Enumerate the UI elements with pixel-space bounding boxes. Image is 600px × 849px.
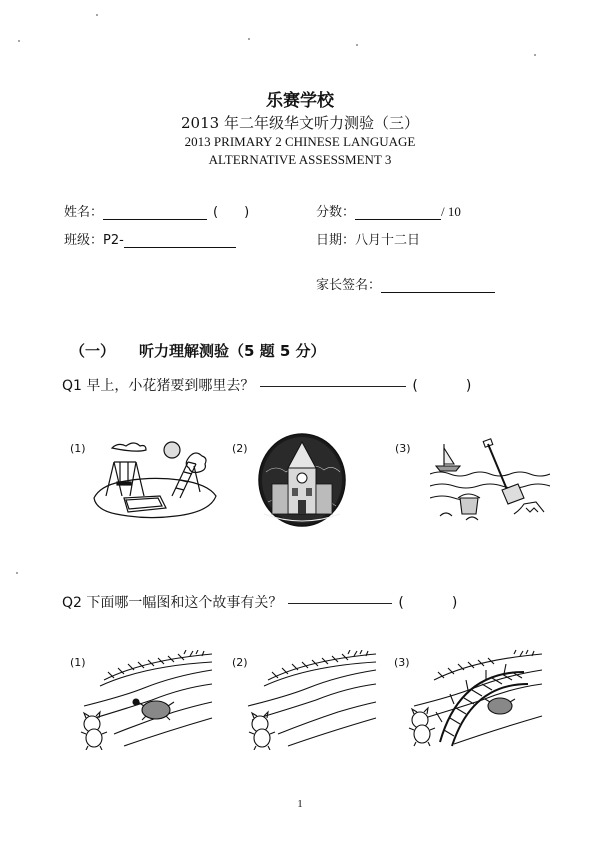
question-2 (62, 592, 457, 612)
date-field (316, 229, 420, 248)
q1-option-2-label: (2) (232, 442, 248, 455)
question-2-leader-line (288, 603, 392, 604)
scan-speck (16, 572, 18, 574)
parent-signature-label: 家长签名： (316, 278, 382, 293)
question-2-number: Q2 (62, 595, 82, 611)
name-blank[interactable] (103, 207, 207, 220)
scan-speck (356, 44, 358, 46)
school-icon[interactable] (258, 432, 346, 528)
score-label: 分数： (316, 205, 356, 220)
scan-speck (96, 14, 98, 16)
question-1-text: 早上，小花猪要到哪里去？ (86, 378, 255, 394)
score-blank[interactable] (355, 207, 441, 220)
class-label: 班级： (64, 233, 104, 248)
river-bridge-pig-turtle-icon[interactable] (404, 646, 544, 750)
test-title-cn: 2013 年二年级华文听力测验（三） (181, 114, 419, 132)
q2-option-3-label: (3) (394, 656, 410, 669)
playground-icon[interactable] (90, 436, 220, 526)
q2-option-1-label: (1) (70, 656, 86, 669)
question-2-text: 下面哪一幅图和这个故事有关？ (86, 595, 283, 611)
scan-speck (534, 54, 536, 56)
question-1-leader-line (260, 386, 406, 387)
school-name: 乐赛学校 (266, 91, 334, 111)
date-label: 日期： (316, 233, 356, 248)
question-2-answer-open: ( (398, 595, 404, 611)
class-value: P2- (103, 233, 124, 248)
register-number-paren: ( ) (213, 205, 250, 220)
question-1-answer-close: ) (465, 378, 472, 394)
scan-speck (18, 40, 20, 42)
score-total: / 10 (441, 204, 461, 219)
test-title-en-line2: ALTERNATIVE ASSESSMENT 3 (208, 152, 392, 167)
q2-option-2-label: (2) (232, 656, 248, 669)
beach-icon[interactable] (430, 436, 550, 528)
class-blank[interactable] (124, 235, 236, 248)
q1-option-3-label: (3) (395, 442, 411, 455)
section-number: （一） (70, 342, 116, 360)
question-1-number: Q1 (62, 378, 82, 394)
page-number: 1 (297, 798, 303, 810)
question-1-answer-open: ( (412, 378, 418, 394)
question-1 (62, 375, 471, 395)
class-field (64, 229, 236, 248)
q1-option-1-label: (1) (70, 442, 86, 455)
river-pig-turtle-icon[interactable] (74, 650, 214, 750)
score-field (316, 201, 461, 220)
name-field (64, 201, 249, 220)
river-pig-icon[interactable] (238, 650, 378, 750)
section-title: 听力理解测验（5 题 5 分） (139, 342, 326, 360)
section-heading (70, 340, 326, 361)
question-2-answer-close: ) (451, 595, 458, 611)
scan-speck (248, 38, 250, 40)
name-label: 姓名： (64, 205, 104, 220)
test-title-en-line1: 2013 PRIMARY 2 CHINESE LANGUAGE (184, 134, 416, 149)
parent-signature-blank[interactable] (381, 280, 495, 293)
date-value: 八月十二日 (355, 233, 421, 248)
parent-signature-field (316, 274, 495, 293)
